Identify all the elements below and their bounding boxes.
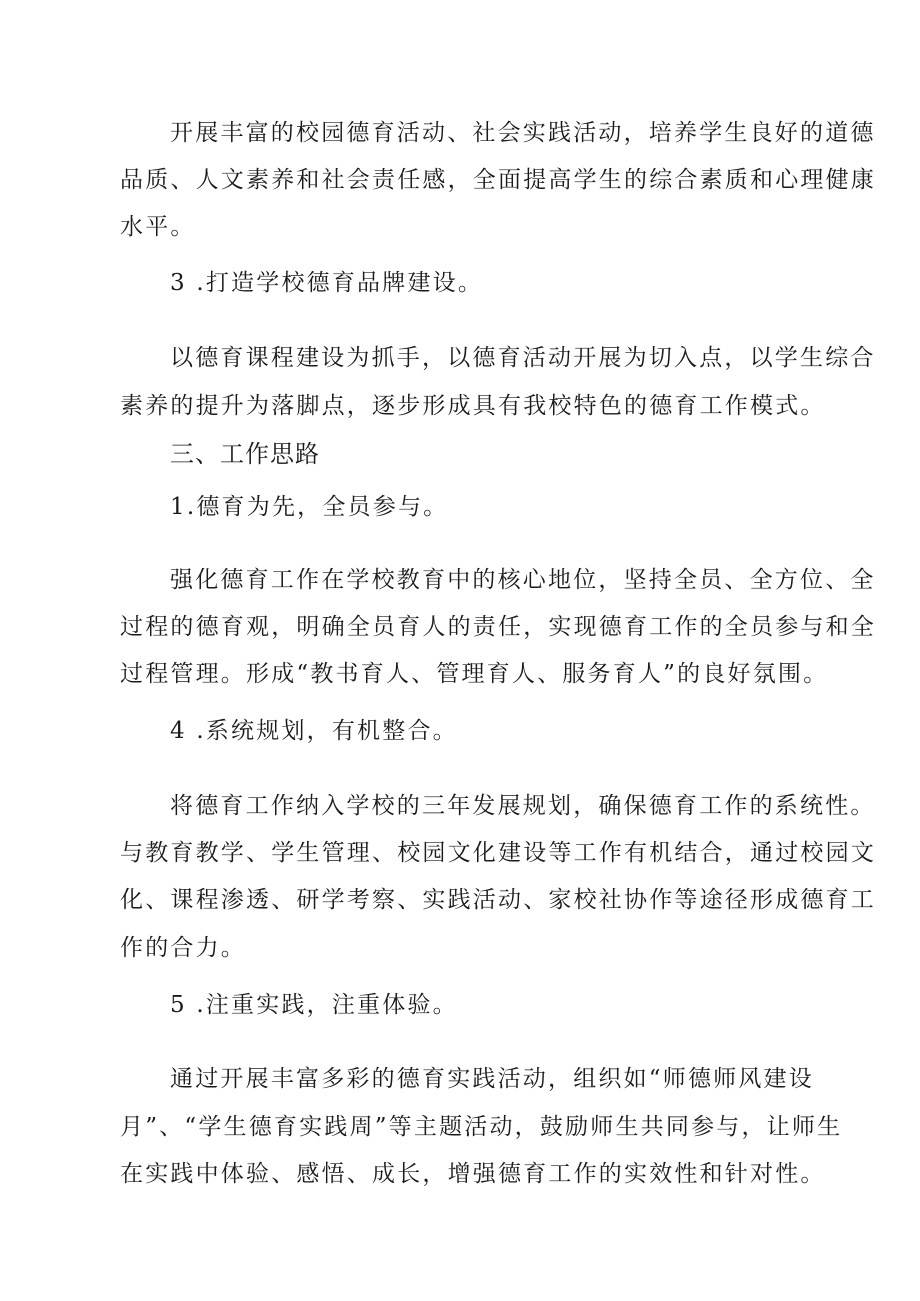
- paragraph-line: 作的合力。: [120, 935, 246, 961]
- paragraph-line: 以德育课程建设为抓手，以德育活动开展为切入点，以学生综合: [170, 345, 876, 371]
- list-item-heading: 4 .系统规划，有机整合。: [170, 718, 458, 744]
- paragraph-line: 过程管理。形成“教书育人、管理育人、服务育人”的良好氛围。: [120, 661, 829, 687]
- paragraph-line: 通过开展丰富多彩的德育实践活动，组织如“师德师风建设: [170, 1066, 814, 1092]
- list-item-heading: 1.德育为先，全员参与。: [170, 494, 449, 520]
- paragraph-line: 品质、人文素养和社会责任感，全面提高学生的综合素质和心理健康: [120, 167, 876, 193]
- paragraph-line: 开展丰富的校园德育活动、社会实践活动，培养学生良好的道德: [170, 120, 876, 146]
- paragraph-line: 与教育教学、学生管理、校园文化建设等工作有机结合，通过校园文: [120, 840, 876, 866]
- paragraph-line: 过程的德育观，明确全员育人的责任，实现德育工作的全员参与和全: [120, 614, 876, 640]
- paragraph-line: 水平。: [120, 214, 196, 240]
- paragraph-line: 月”、“学生德育实践周”等主题活动，鼓励师生共同参与，让师生: [120, 1114, 843, 1140]
- paragraph-line: 在实践中体验、感悟、成长，增强德育工作的实效性和针对性。: [120, 1161, 826, 1187]
- list-item-heading: 5 .注重实践，注重体验。: [170, 992, 458, 1018]
- paragraph-line: 素养的提升为落脚点，逐步形成具有我校特色的德育工作模式。: [120, 393, 826, 419]
- paragraph-line: 化、课程渗透、研学考察、实践活动、家校社协作等途径形成德育工: [120, 887, 876, 913]
- section-heading: 三、工作思路: [170, 440, 320, 468]
- list-item-heading: 3 .打造学校德育品牌建设。: [170, 270, 484, 296]
- paragraph-line: 强化德育工作在学校教育中的核心地位，坚持全员、全方位、全: [170, 567, 876, 593]
- paragraph-line: 将德育工作纳入学校的三年发展规划，确保德育工作的系统性。: [170, 793, 876, 819]
